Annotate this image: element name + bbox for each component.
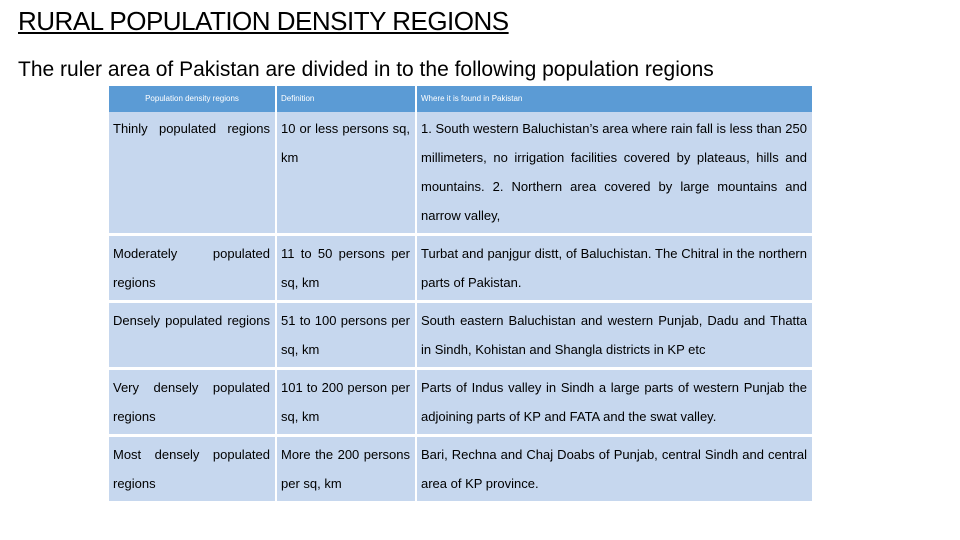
definition-cell: 10 or less persons sq, km xyxy=(276,112,416,235)
location-cell: 1. South western Baluchistan’s area where rain fall is less than 250 millimeters, no irrigation facilities covered by plateaus, hills and mountains. 2. Northern area covered by large mountains and narrow valley, xyxy=(416,112,812,235)
table-row xyxy=(109,112,812,235)
location-cell: South eastern Baluchistan and western Punjab, Dadu and Thatta in Sindh, Kohistan and Shangla districts in KP etc xyxy=(416,302,812,369)
definition-cell: 51 to 100 persons per sq, km xyxy=(276,302,416,369)
slide-title: RURAL POPULATION DENSITY REGIONS xyxy=(18,6,509,36)
table-row xyxy=(109,235,812,302)
table-header-row xyxy=(109,86,812,112)
table-row xyxy=(109,302,812,369)
location-cell: Parts of Indus valley in Sindh a large parts of western Punjab the adjoining parts of KP and FATA and the swat valley. xyxy=(416,369,812,436)
location-cell: Turbat and panjgur distt, of Baluchistan. The Chitral in the northern parts of Pakistan. xyxy=(416,235,812,302)
definition-cell: More the 200 persons per sq, km xyxy=(276,436,416,502)
region-cell: Densely populated regions xyxy=(109,302,276,369)
header-definition: Definition xyxy=(276,86,416,112)
region-cell: Thinly populated regions xyxy=(109,112,276,235)
table-row xyxy=(109,369,812,436)
population-density-table xyxy=(109,86,812,501)
header-where-found: Where it is found in Pakistan xyxy=(416,86,812,112)
region-cell: Very densely populated regions xyxy=(109,369,276,436)
location-cell: Bari, Rechna and Chaj Doabs of Punjab, central Sindh and central area of KP province. xyxy=(416,436,812,502)
region-cell: Most densely populated regions xyxy=(109,436,276,502)
region-cell: Moderately populated regions xyxy=(109,235,276,302)
table-row xyxy=(109,436,812,502)
slide-subtitle: The ruler area of Pakistan are divided in to the following population regions xyxy=(18,58,714,81)
definition-cell: 101 to 200 person per sq, km xyxy=(276,369,416,436)
definition-cell: 11 to 50 persons per sq, km xyxy=(276,235,416,302)
header-population-density-regions: Population density regions xyxy=(109,86,276,112)
